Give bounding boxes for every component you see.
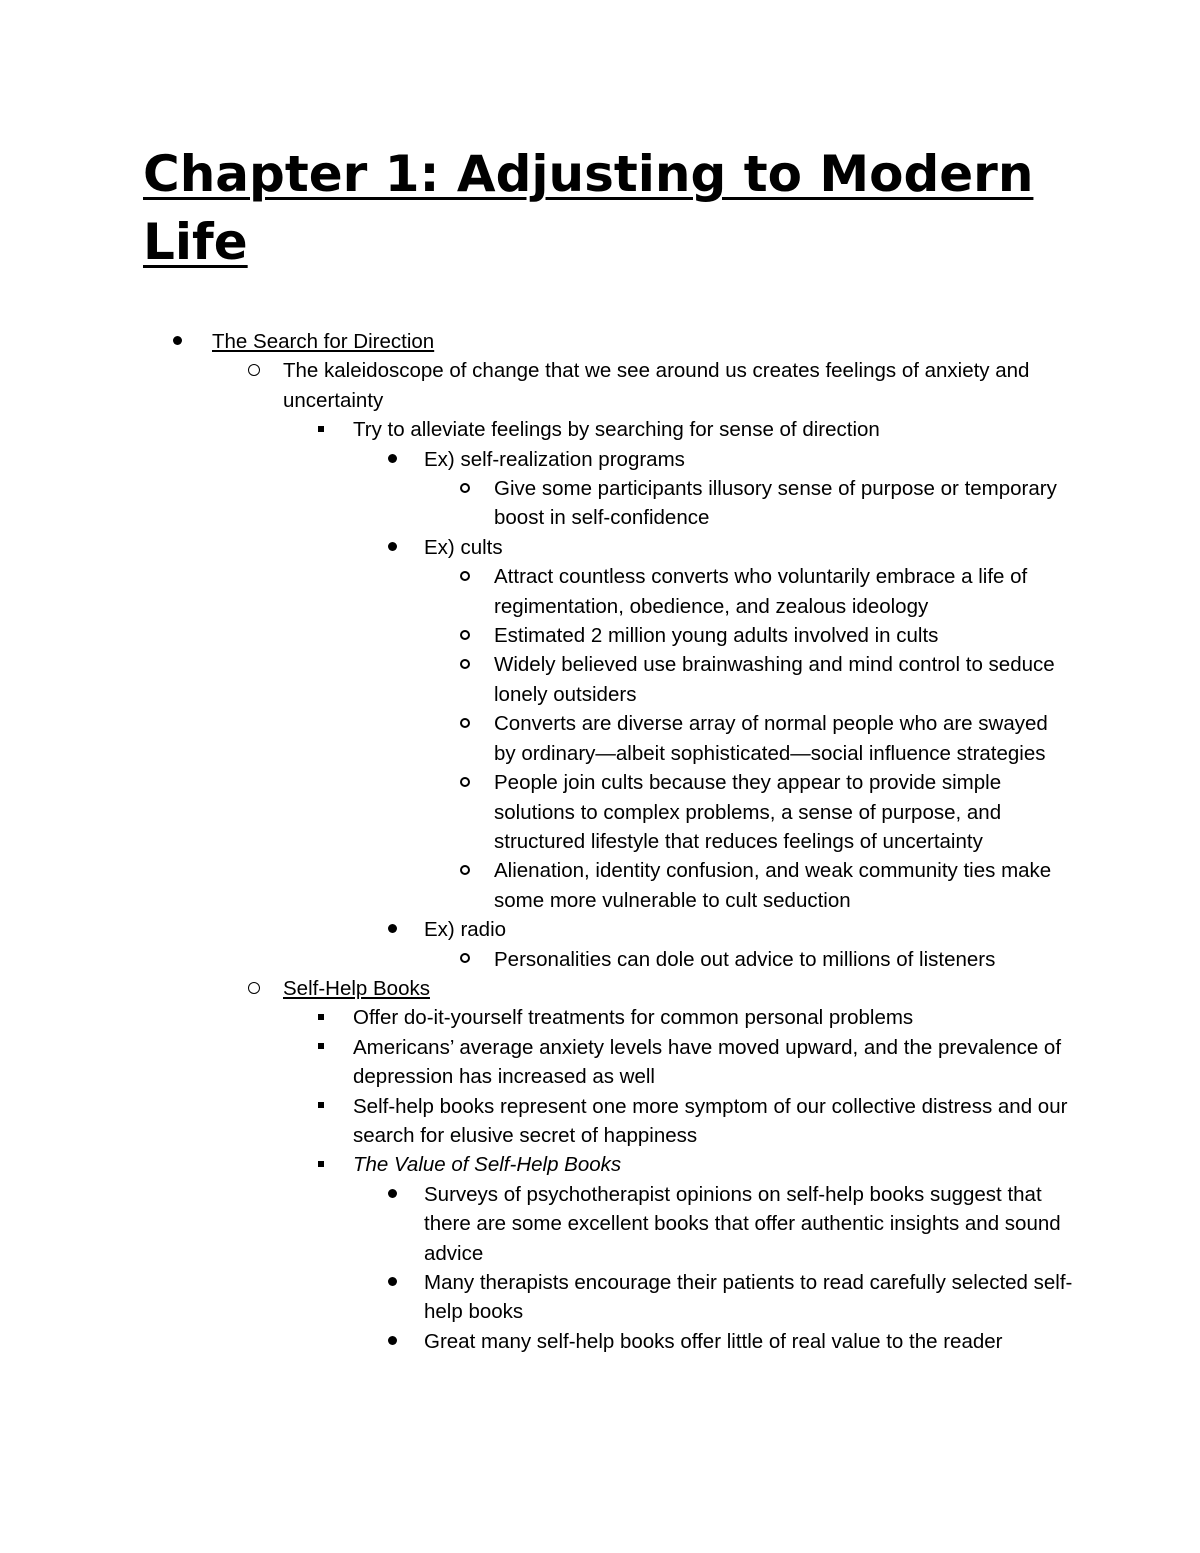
list-item (0, 1268, 1200, 1327)
hollow-bold-bullet-icon (460, 562, 470, 591)
hollow-bullet-icon (248, 974, 260, 1003)
list-item (0, 621, 1200, 650)
list-item (0, 856, 1200, 915)
square-bullet-icon (318, 1092, 324, 1121)
list-item-text: The kaleidoscope of change that we see around us creates feelings of anxiety and uncertainty (283, 359, 1030, 412)
list-item (0, 415, 1200, 444)
list-item (0, 445, 1200, 474)
list-item-text: Ex) cults (424, 535, 503, 559)
hollow-bold-bullet-icon (460, 768, 470, 797)
list-item (0, 650, 1200, 709)
filled-bullet-icon (388, 1268, 397, 1297)
hollow-bold-bullet-icon (460, 709, 470, 738)
list-item-text: Many therapists encourage their patients to read carefully selected self-help books (424, 1271, 1073, 1324)
list-item (0, 327, 1200, 356)
list-item (0, 1092, 1200, 1151)
hollow-bold-bullet-icon (460, 474, 470, 503)
list-item (0, 562, 1200, 621)
filled-bullet-icon (388, 915, 397, 944)
list-item-text: Americans’ average anxiety levels have moved upward, and the prevalence of depression has increased as well (353, 1035, 1062, 1089)
square-bullet-icon (318, 1150, 324, 1179)
list-item-text: People join cults because they appear to provide simple solutions to complex problems, a sense of purpose, and structured lifestyle that reduces feelings of uncertainty (494, 771, 1002, 853)
list-item-text: Ex) radio (424, 918, 507, 942)
filled-bullet-icon (173, 327, 182, 356)
list-item-text: Estimated 2 million young adults involved in cults (494, 624, 939, 648)
list-item-text: Great many self-help books offer little of real value to the reader (424, 1329, 1003, 1353)
outline (0, 327, 1200, 1356)
list-item-text: Try to alleviate feelings by searching for sense of direction (353, 418, 880, 442)
hollow-bold-bullet-icon (460, 650, 470, 679)
square-bullet-icon (318, 1033, 324, 1062)
list-item (0, 474, 1200, 533)
list-item-text: Give some participants illusory sense of purpose or temporary boost in self-confidence (494, 477, 1057, 530)
list-item (0, 974, 1200, 1003)
section-heading-search-for-direction: The Search for Direction (212, 330, 435, 353)
section-heading-self-help-books: Self-Help Books (283, 976, 430, 1000)
list-item (0, 1180, 1200, 1268)
list-item (0, 356, 1200, 415)
filled-bullet-icon (388, 1327, 397, 1356)
list-item (0, 915, 1200, 944)
list-item-text: Personalities can dole out advice to millions of listeners (494, 947, 996, 971)
list-item (0, 709, 1200, 768)
list-item (0, 1150, 1200, 1179)
hollow-bold-bullet-icon (460, 856, 470, 885)
filled-bullet-icon (388, 1180, 397, 1209)
list-item (0, 768, 1200, 856)
square-bullet-icon (318, 1003, 324, 1032)
page-title: Chapter 1: Adjusting to Modern Life (143, 145, 1034, 271)
filled-bullet-icon (388, 445, 397, 474)
filled-bullet-icon (388, 533, 397, 562)
list-item-text: Converts are diverse array of normal people who are swayed by ordinary—albeit sophisticated—social influence strategies (494, 712, 1048, 765)
hollow-bold-bullet-icon (460, 621, 470, 650)
list-item-text: Surveys of psychotherapist opinions on self-help books suggest that there are some excellent books that offer authentic insights and sound advice (424, 1182, 1061, 1265)
list-item-text: Ex) self-realization programs (424, 447, 685, 471)
list-item-text: Widely believed use brainwashing and mind control to seduce lonely outsiders (494, 653, 1055, 706)
subsection-heading-value-of-self-help-books: The Value of Self-Help Books (353, 1153, 622, 1177)
list-item (0, 1003, 1200, 1032)
square-bullet-icon (318, 415, 324, 444)
list-item (0, 1327, 1200, 1356)
hollow-bullet-icon (248, 356, 260, 385)
hollow-bold-bullet-icon (460, 945, 470, 974)
list-item (0, 1033, 1200, 1092)
list-item-text: Alienation, identity confusion, and weak community ties make some more vulnerable to cult seduction (494, 859, 1052, 912)
list-item (0, 533, 1200, 562)
list-item-text: Self-help books represent one more symptom of our collective distress and our search for elusive secret of happiness (353, 1094, 1068, 1147)
list-item-text: Offer do-it-yourself treatments for common personal problems (353, 1006, 914, 1030)
list-item (0, 945, 1200, 974)
list-item-text: Attract countless converts who voluntarily embrace a life of regimentation, obedience, and zealous ideology (494, 565, 1028, 618)
